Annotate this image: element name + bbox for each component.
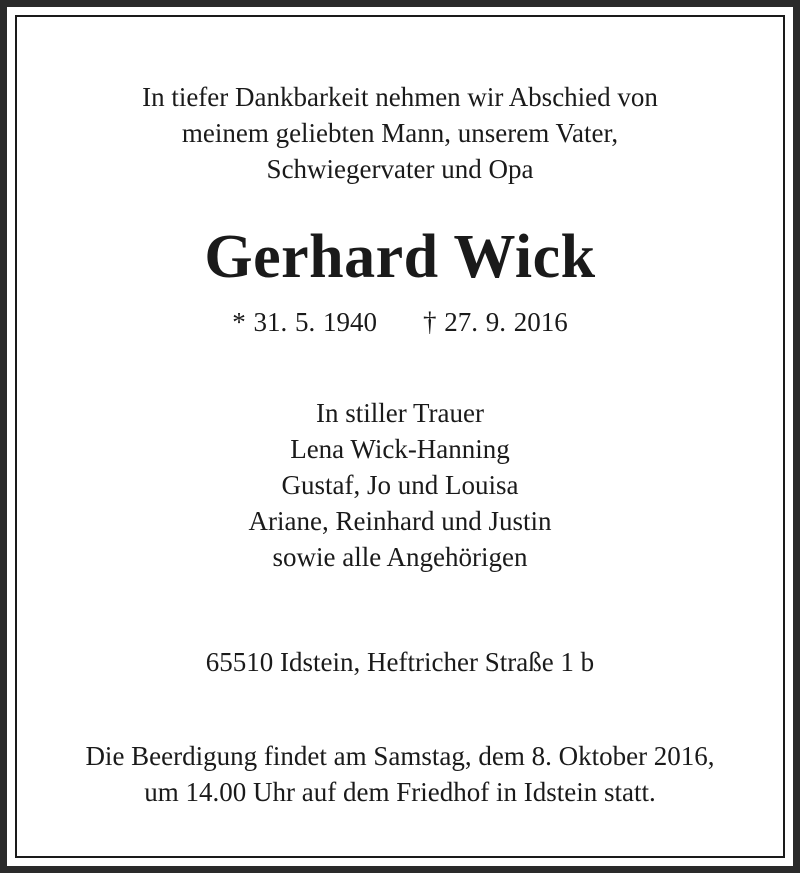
funeral-notice bbox=[0, 738, 800, 810]
death-date: † 27. 9. 2016 bbox=[423, 307, 568, 337]
deceased-name: Gerhard Wick bbox=[204, 223, 596, 291]
intro-line-2: meinem geliebten Mann, unserem Vater, bbox=[181, 118, 619, 148]
life-dates bbox=[0, 304, 800, 340]
intro-line-1: In tiefer Dankbarkeit nehmen wir Abschied von bbox=[142, 82, 658, 112]
funeral-line-1: Die Beerdigung findet am Samstag, dem 8. Oktober 2016, bbox=[85, 741, 715, 771]
intro-text bbox=[0, 79, 800, 187]
birth-date: * 31. 5. 1940 bbox=[232, 307, 377, 337]
mourner-line: Ariane, Reinhard und Justin bbox=[248, 506, 552, 536]
mourners-heading: In stiller Trauer bbox=[316, 398, 484, 428]
mourners-block bbox=[0, 395, 800, 575]
mourner-line: sowie alle Angehörigen bbox=[272, 542, 528, 572]
intro-line-3: Schwiegervater und Opa bbox=[266, 154, 534, 184]
mourner-line: Gustaf, Jo und Louisa bbox=[281, 470, 519, 500]
address: 65510 Idstein, Heftricher Straße 1 b bbox=[205, 647, 595, 677]
funeral-line-2: um 14.00 Uhr auf dem Friedhof in Idstein statt. bbox=[144, 777, 656, 807]
mourner-line: Lena Wick-Hanning bbox=[290, 434, 510, 464]
